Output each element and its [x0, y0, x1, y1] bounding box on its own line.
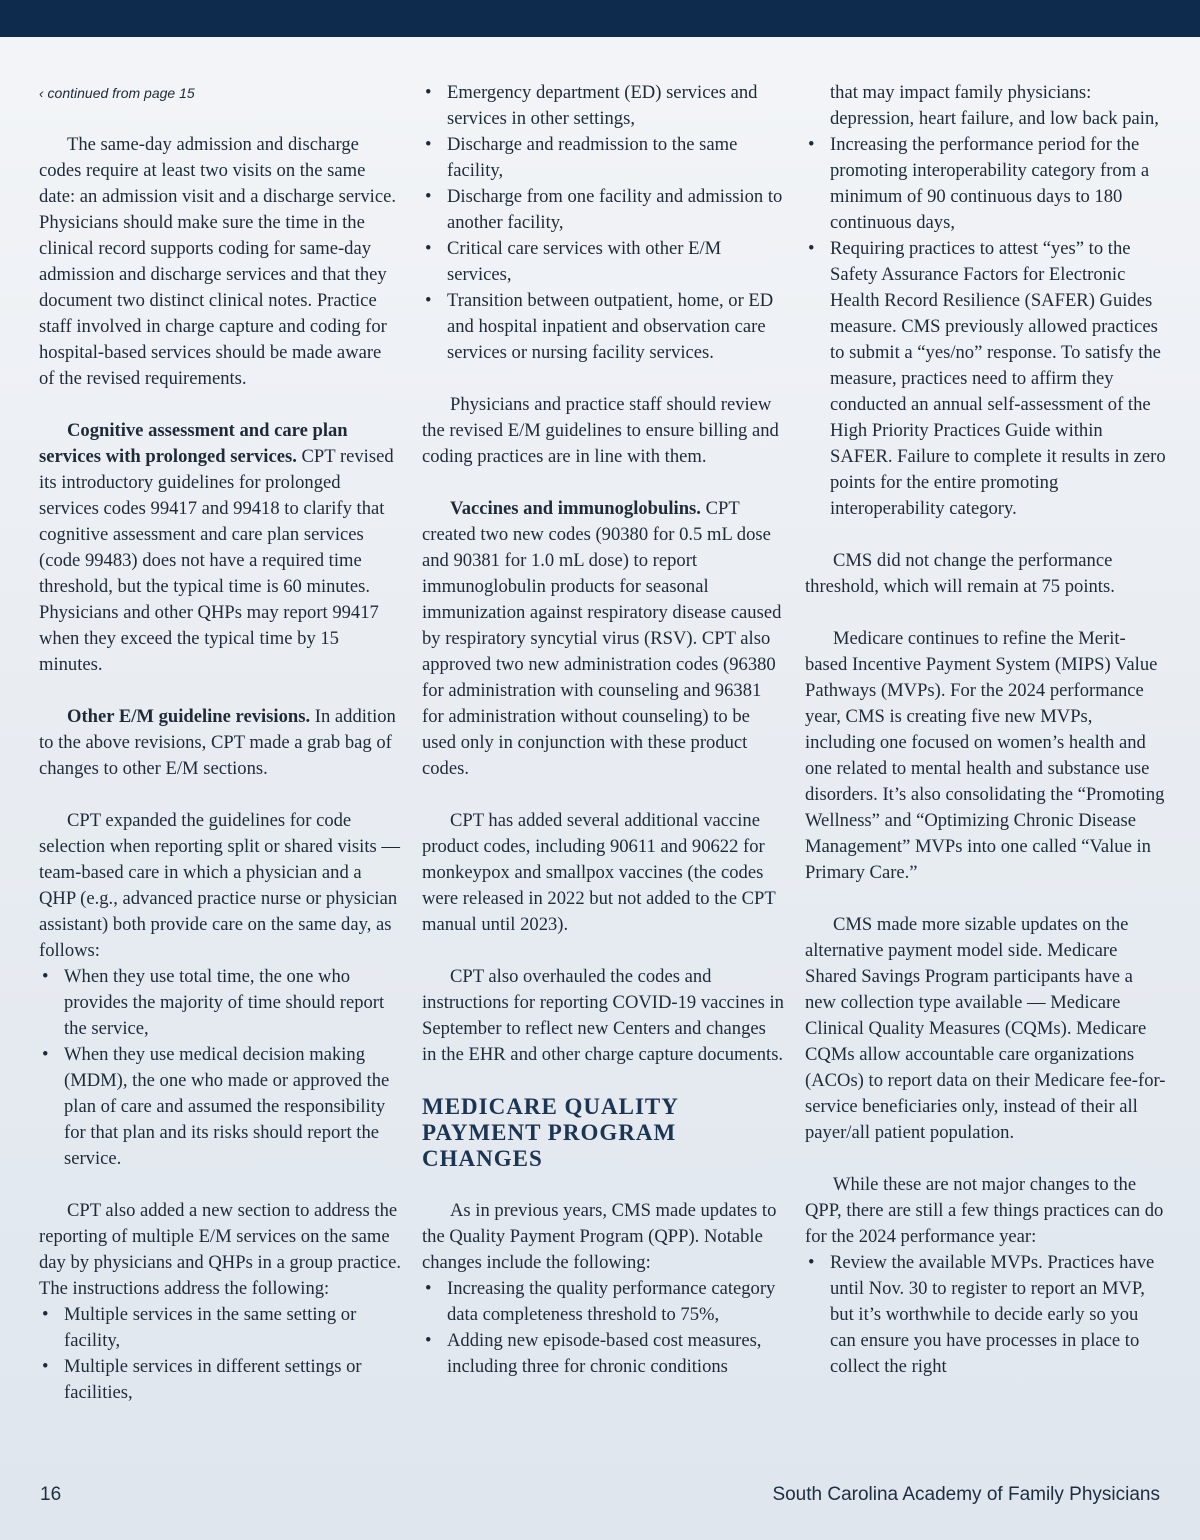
list-item: • Increasing the quality performance category data completeness threshold to 75%, [422, 1276, 784, 1328]
paragraph-split: CPT expanded the guidelines for code selection when reporting split or shared visits — team-based care in which a physician and a QHP (e.g., advanced practice nurse or physician assistant) both provide care on the same day, as follows: [39, 810, 400, 961]
list-item: • Increasing the performance period for the promoting interoperability category from a minimum of 90 continuous days to 180 continuous days, [805, 132, 1167, 236]
paragraph-cognitive [39, 418, 401, 678]
list-item: • Adding new episode-based cost measures, including three for chronic conditions [422, 1328, 784, 1380]
qpp-list-continued [805, 132, 1167, 522]
paragraph-other [39, 704, 401, 782]
list-item: • Discharge from one facility and admission to another facility, [422, 184, 784, 236]
paragraph-while: While these are not major changes to the QPP, there are still a few things practices can do for the 2024 performance year: [805, 1174, 1164, 1247]
section-heading-qpp: MEDICARE QUALITY PAYMENT PROGRAM CHANGES [422, 1094, 679, 1171]
list-item: • Multiple services in the same setting or facility, [39, 1302, 401, 1354]
list-item: • Review the available MVPs. Practices have until Nov. 30 to register to report an MVP, but it’s worthwhile to decide early so you can ensure you have processes in place to collect the right [805, 1250, 1167, 1380]
paragraph-vaccines [422, 496, 784, 782]
paragraph-same-day: The same-day admission and discharge codes require at least two visits on the same date: an admission visit and a discharge service. Physicians should make sure the time in the clinical record supports coding for same-day admission and discharge services and that they document two distinct clinical notes. Practice staff involved in charge capture and coding for hospital-based services should be made aware of the revised requirements. [39, 134, 396, 389]
paragraph-other-text: In addition to the above revisions, CPT made a grab bag of changes to other E/M sections. [39, 706, 396, 779]
while-list [805, 1250, 1167, 1380]
paragraph-multiple: CPT also added a new section to address the reporting of multiple E/M services on the same day by physicians and QHPs in a group practice. The instructions address the following: [39, 1200, 401, 1299]
paragraph-vaccines-text: CPT created two new codes (90380 for 0.5 mL dose and 90381 for 1.0 mL dose) to report immunoglobulin products for seasonal immunization against respiratory disease caused by respiratory syncytial virus (RSV). CPT also approved two new administration codes (96380 for administration with counseling and 96381 for administration without counseling) to be used only in conjunction with these product codes. [422, 498, 782, 779]
qpp-list [422, 1276, 784, 1380]
list-item: • Requiring practices to attest “yes” to the Safety Assurance Factors for Electronic Health Record Resilience (SAFER) Guides measure. CMS previously allowed practices to submit a “yes/no” response. To satisfy the measure, practices need to affirm they conducted an annual self-assessment of the High Priority Practices Guide within SAFER. Failure to complete it results in zero points for the entire promoting interoperability category. [805, 236, 1167, 522]
paragraph-qpp: As in previous years, CMS made updates to the Quality Payment Program (QPP). Notable changes include the following: [422, 1200, 777, 1273]
page-number: 16 [40, 1484, 62, 1505]
paragraph-mips: Medicare continues to refine the Merit-based Incentive Payment System (MIPS) Value Pathways (MVPs). For the 2024 performance year, CMS is creating five new MVPs, including one focused on women’s health and one related to mental health and substance use disorders. It’s also consolidating the “Promoting Wellness” and “Optimizing Chronic Disease Management” MVPs into one called “Value in Primary Care.” [805, 628, 1165, 883]
paragraph-additional-vaccines: CPT has added several additional vaccine product codes, including 90611 and 90622 for monkeypox and smallpox vaccines (the codes were released in 2022 but not added to the CPT manual until 2023). [422, 810, 776, 935]
paragraph-review: Physicians and practice staff should review the revised E/M guidelines to ensure billing and coding practices are in line with them. [422, 394, 779, 467]
list-item: • When they use total time, the one who provides the majority of time should report the service, [39, 964, 401, 1042]
subheading-vaccines: Vaccines and immunoglobulins. [450, 498, 701, 519]
list-item: • When they use medical decision making (MDM), the one who made or approved the plan of care and assumed the responsibility for that plan and its risks should report the service. [39, 1042, 401, 1172]
paragraph-threshold: CMS did not change the performance threshold, which will remain at 75 points. [805, 550, 1115, 597]
list-item: • Discharge and readmission to the same facility, [422, 132, 784, 184]
paragraph-apm: CMS made more sizable updates on the alternative payment model side. Medicare Shared Savings Program participants have a new collection type available — Medicare Clinical Quality Measures (CQMs). Medicare CQMs allow accountable care organizations (ACOs) to report data on their Medicare fee-for-service beneficiaries only, instead of their all payer/all patient population. [805, 914, 1166, 1143]
column-3 [805, 80, 1167, 1380]
multiple-list [39, 1302, 401, 1406]
paragraph-covid: CPT also overhauled the codes and instructions for reporting COVID-19 vaccines in September to reflect new Centers and changes in the EHR and other charge capture documents. [422, 966, 784, 1065]
publication-name: South Carolina Academy of Family Physicians [772, 1484, 1160, 1505]
list-item-continuation: that may impact family physicians: depression, heart failure, and low back pain, [830, 82, 1159, 129]
column-1 [39, 80, 401, 1406]
paragraph-cognitive-text: CPT revised its introductory guidelines for prolonged services codes 99417 and 99418 to clarify that cognitive assessment and care plan services (code 99483) does not have a required time threshold, but the typical time is 60 minutes. Physicians and other QHPs may report 99417 when they exceed the typical time by 15 minutes. [39, 446, 394, 675]
list-item: • Transition between outpatient, home, or ED and hospital inpatient and observation care services or nursing facility services. [422, 288, 784, 366]
header-bar [0, 0, 1200, 37]
list-item: • Critical care services with other E/M services, [422, 236, 784, 288]
subheading-other: Other E/M guideline revisions. [67, 706, 311, 727]
split-list [39, 964, 401, 1172]
subheading-cognitive: Cognitive assessment and care plan services with prolonged services. [39, 420, 348, 467]
continued-from-link[interactable]: ‹ continued from page 15 [39, 85, 195, 101]
list-item: • Emergency department (ED) services and services in other settings, [422, 80, 784, 132]
services-list [422, 80, 784, 366]
list-item: • Multiple services in different settings or facilities, [39, 1354, 401, 1406]
column-2 [422, 80, 784, 1380]
